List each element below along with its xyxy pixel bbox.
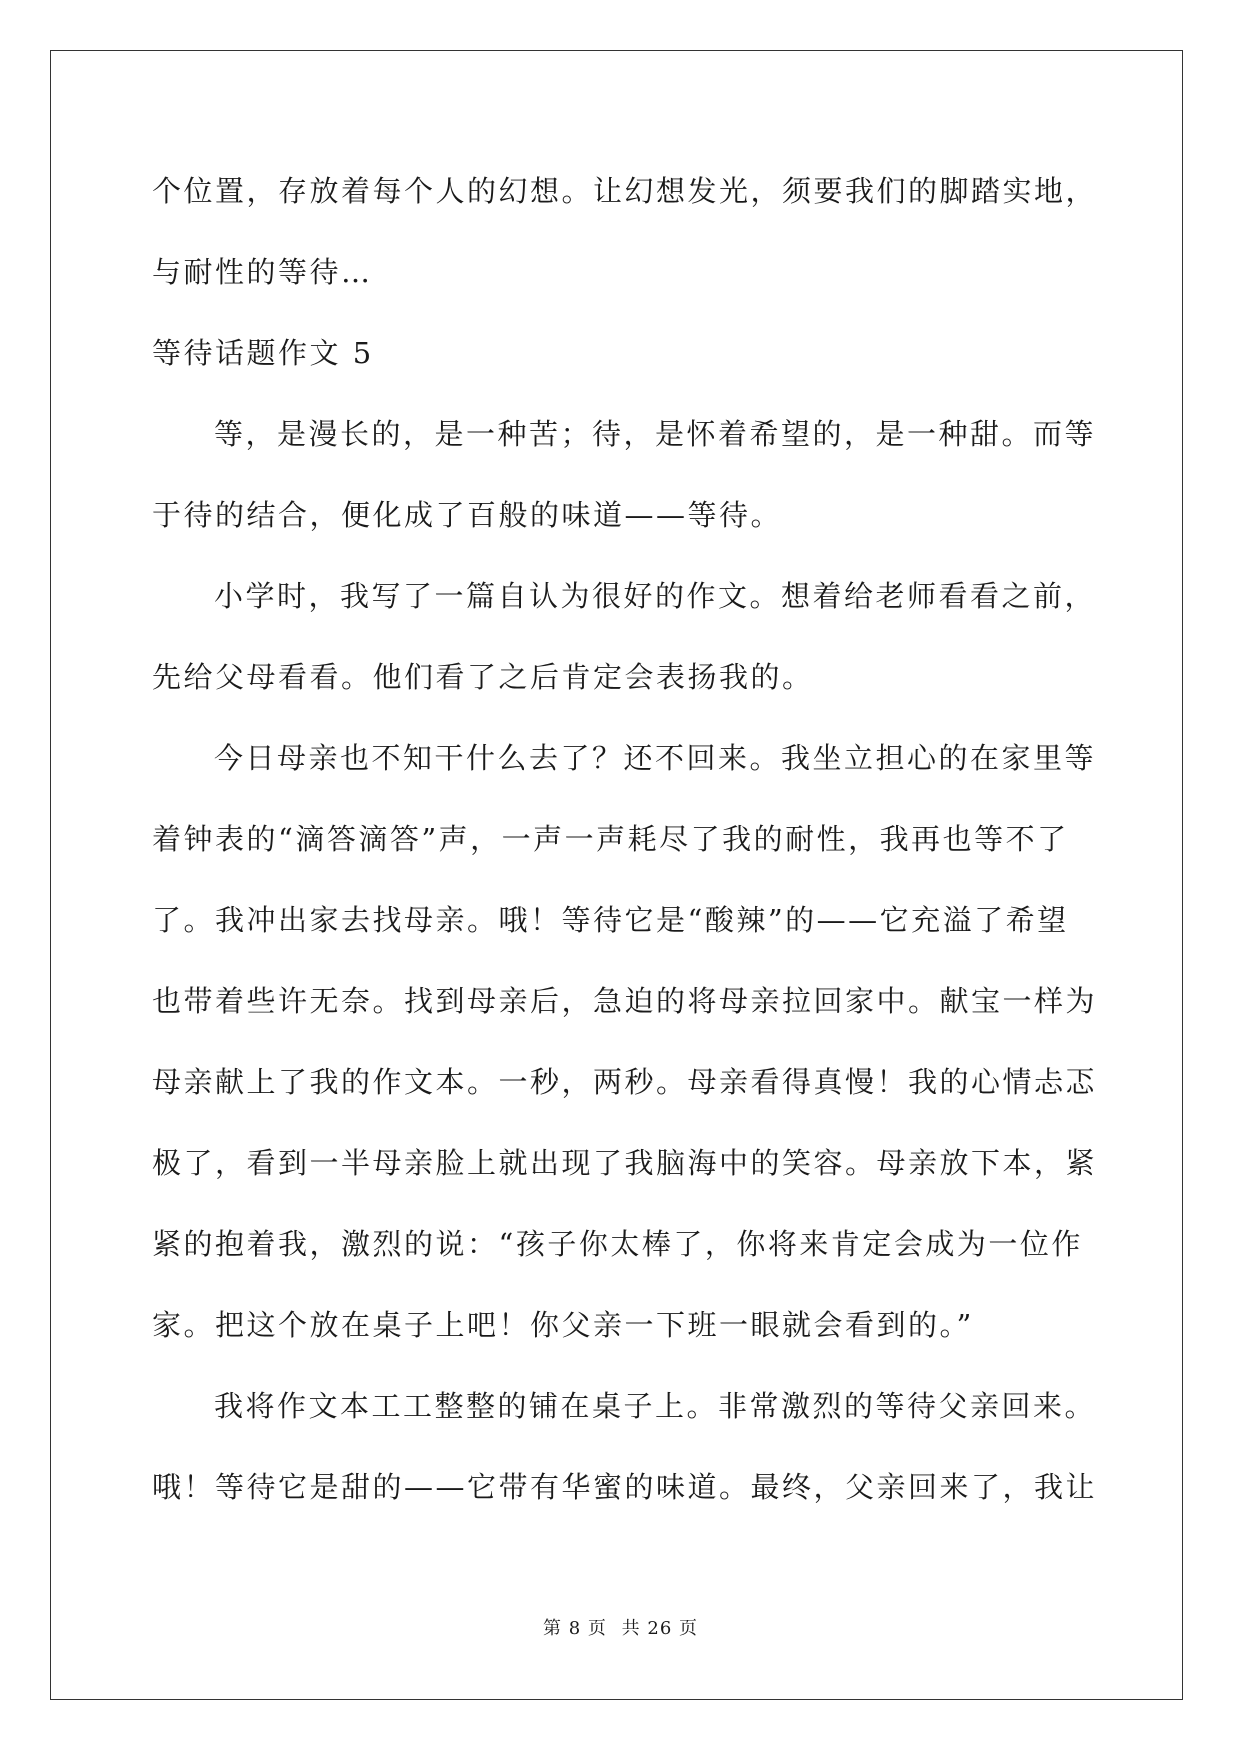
text-line: 着钟表的“滴答滴答”声，一声一声耗尽了我的耐性，我再也等不了 <box>152 822 1069 856</box>
text-line: 与耐性的等待… <box>152 255 373 289</box>
document-body <box>152 160 1098 1537</box>
section-heading: 等待话题作文 5 <box>152 336 374 370</box>
text-line: 个位置，存放着每个人的幻想。让幻想发光，须要我们的脚踏实地， <box>152 174 1098 208</box>
text-line: 哦！等待它是甜的——它带有华蜜的味道。最终，父亲回来了，我让 <box>152 1470 1098 1504</box>
total-pages: 共 26 页 <box>621 1618 698 1639</box>
page-footer <box>0 1614 1241 1640</box>
text-line: 等，是漫长的，是一种苦；待，是怀着希望的，是一种甜。而等 <box>214 417 1097 451</box>
text-line: 今日母亲也不知干什么去了？还不回来。我坐立担心的在家里等 <box>214 741 1097 775</box>
text-line: 我将作文本工工整整的铺在桌子上。非常激烈的等待父亲回来。 <box>214 1389 1097 1423</box>
text-line: 家。把这个放在桌子上吧！你父亲一下班一眼就会看到的。” <box>152 1308 974 1342</box>
page-number: 第 8 页 <box>543 1618 607 1639</box>
text-line: 小学时，我写了一篇自认为很好的作文。想着给老师看看之前， <box>214 579 1097 613</box>
text-line: 于待的结合，便化成了百般的味道——等待。 <box>152 498 783 532</box>
text-line: 先给父母看看。他们看了之后肯定会表扬我的。 <box>152 660 814 694</box>
text-line: 也带着些许无奈。找到母亲后，急迫的将母亲拉回家中。献宝一样为 <box>152 984 1098 1018</box>
text-line: 了。我冲出家去找母亲。哦！等待它是“酸辣”的——它充溢了希望 <box>152 903 1069 937</box>
text-line: 极了，看到一半母亲脸上就出现了我脑海中的笑容。母亲放下本，紧 <box>152 1146 1098 1180</box>
text-line: 母亲献上了我的作文本。一秒，两秒。母亲看得真慢！我的心情忐忑 <box>152 1065 1098 1099</box>
text-line: 紧的抱着我，激烈的说：“孩子你太棒了，你将来肯定会成为一位作 <box>152 1227 1083 1261</box>
